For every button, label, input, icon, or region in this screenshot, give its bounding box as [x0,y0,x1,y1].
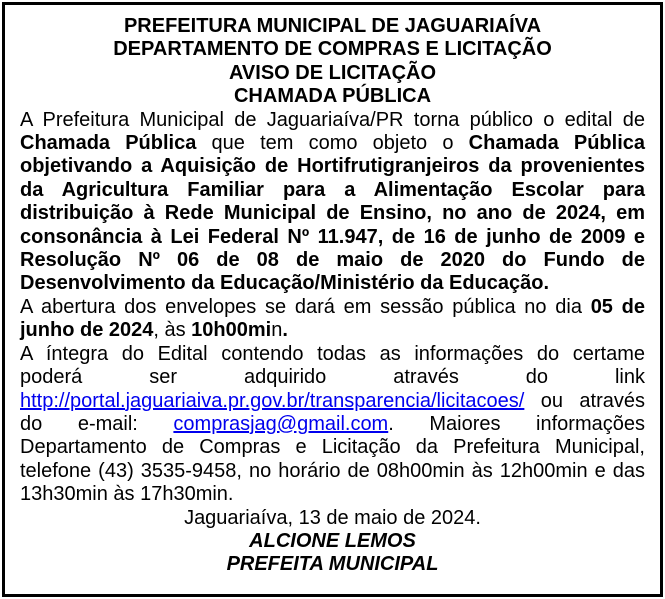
text-line [20,179,645,202]
text-line [20,272,645,295]
text-run: consonância à Lei Federal Nº 11.947, de 16 de junho de 2009 e [20,225,645,248]
text-run: , às [153,319,192,342]
text-run: poderá ser adquirido através do link [20,366,645,389]
org-name: PREFEITURA MUNICIPAL DE JAGUARIAÍVA [123,15,542,37]
text-run: Chamada Pública [20,132,197,155]
text-line [20,319,645,342]
text-run: que tem como objeto o [196,132,469,155]
notice-modality: CHAMADA PÚBLICA [233,85,432,108]
text-line [20,109,645,132]
text-run: 10h00mi [191,319,272,342]
text-line [20,132,645,155]
text-run: Chamada Pública [468,132,645,155]
text-line [20,296,645,319]
text-run: A abertura dos envelopes se dará em sessão pública no dia [20,295,591,318]
text-run: junho de 2024 [20,319,154,342]
text-run: telefone (43) 3535-9458, no horário de 08h00min às 12h00min e das [20,459,645,482]
text-line [20,483,645,506]
text-run: Departamento de Compras e Licitação da Prefeitura Municipal, [20,436,645,459]
text-run: objetivando a Aquisição de Hortifrutigranjeiros da provenientes [20,155,645,178]
signature-name: ALCIONE LEMOS [249,529,416,552]
dateline: Jaguariaíva, 13 de maio de 2024. [184,506,481,529]
department-name: DEPARTAMENTO DE COMPRAS E LICITAÇÃO [113,38,552,61]
text-run: Desenvolvimento da Educação/Ministério da Educação. [20,272,550,295]
text-run: da Agricultura Familiar para a Alimentação Escolar para [20,178,645,201]
text-run: A Prefeitura Municipal de Jaguariaíva/PR torna público o edital de [20,108,645,131]
text-run: A íntegra do Edital contendo todas as informações do certame [20,342,645,365]
text-run: n [271,319,283,342]
text-line [20,460,645,483]
text-line [20,249,645,272]
text-line [20,226,645,249]
notice-type: AVISO DE LICITAÇÃO [228,61,437,84]
text-run: . [282,319,288,342]
text-run: 13h30min às 17h30min. [20,483,234,506]
text-run: do e-mail: [20,412,174,435]
text-line [20,390,645,413]
text-line [20,202,645,225]
notice-border-frame [2,2,663,597]
signature-title: PREFEITA MUNICIPAL [226,553,439,576]
text-line [20,436,645,459]
text-run: Resolução Nº 06 de 08 de maio de 2020 do Fundo de [20,249,645,272]
text-line [20,366,645,389]
text-run: ou através [524,389,645,412]
notice-header [20,15,645,109]
text-line [20,413,645,436]
text-run: distribuição à Rede Municipal de Ensino, no ano de 2024, em [20,202,645,225]
text-run: . Maiores informações [388,412,645,435]
notice-body [20,109,645,507]
url-link[interactable]: http://portal.jaguariaiva.pr.gov.br/transparencia/licitacoes/ [20,389,525,412]
text-run: 05 de [590,295,645,318]
text-line [20,155,645,178]
email-link[interactable]: comprasjag@gmail.com [173,412,389,435]
text-line [20,343,645,366]
